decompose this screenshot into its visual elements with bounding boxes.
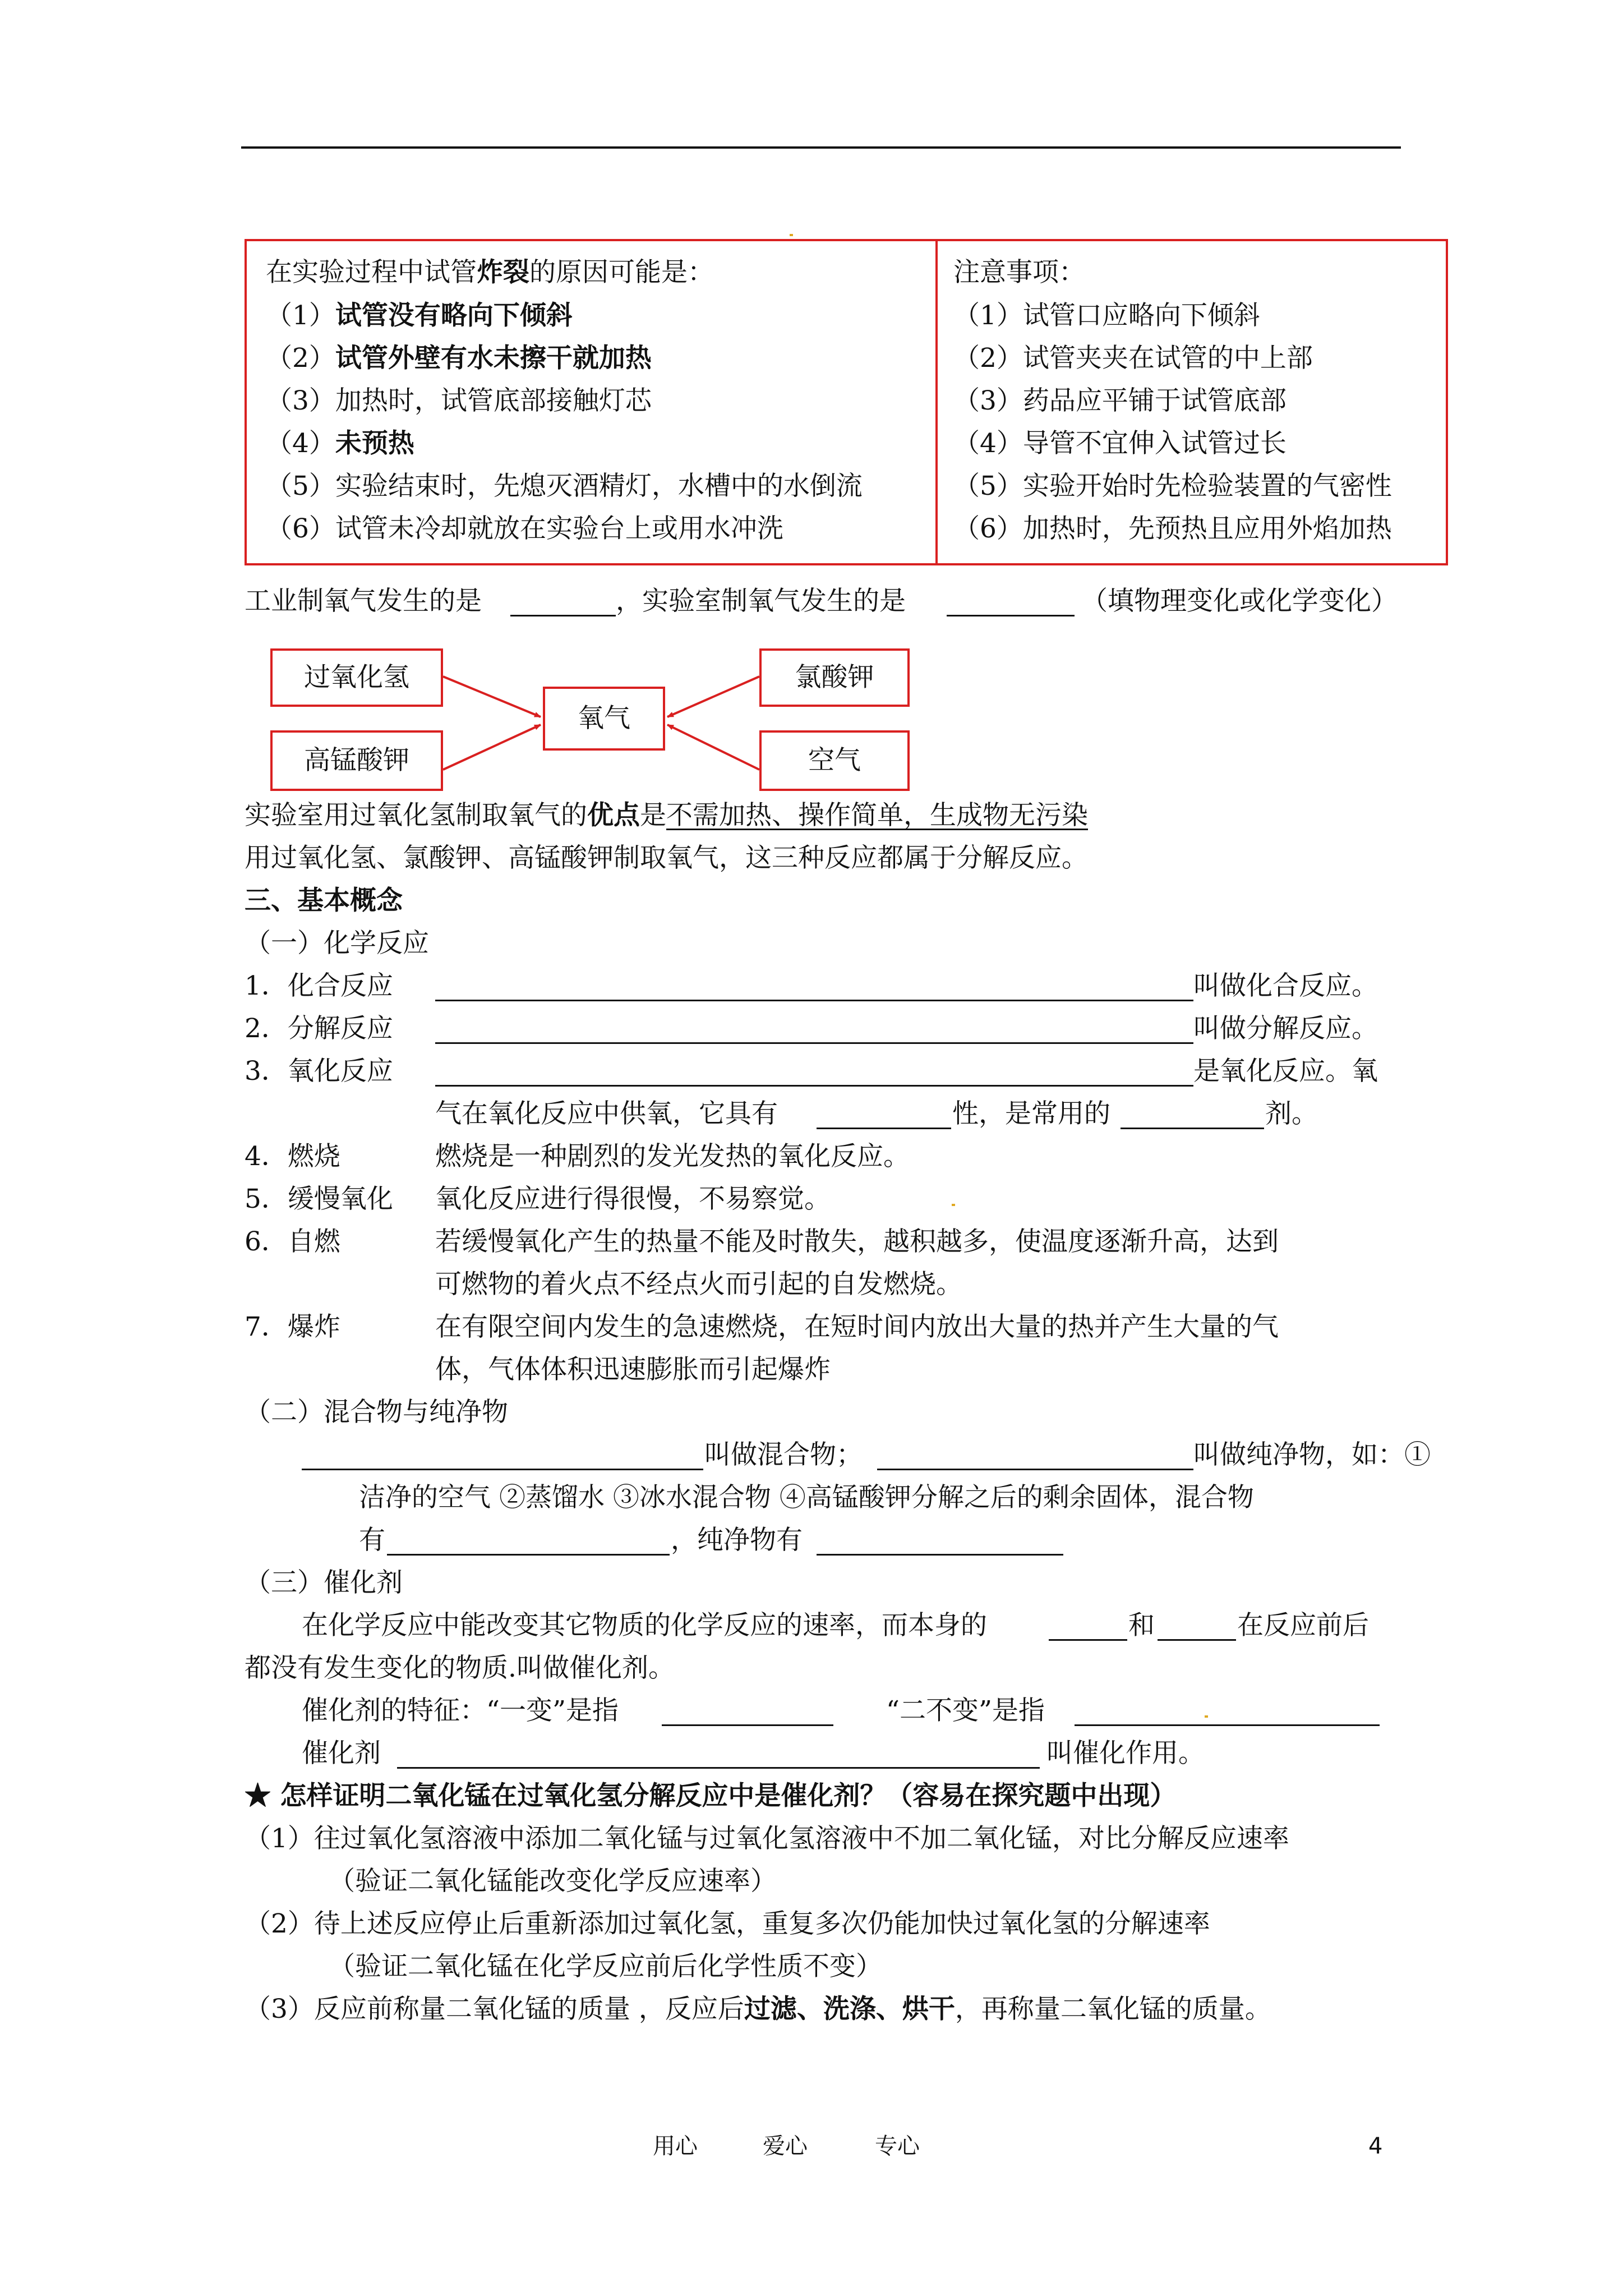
catalyst-def-line2: 都没有发生变化的物质.叫做催化剂。 bbox=[245, 1653, 675, 1683]
proof-step-2: （2）待上述反应停止后重新添加过氧化氢，重复多次仍能加快过氧化氢的分解速率 bbox=[245, 1908, 1210, 1939]
industry-text-2: ，实验室制氧气发生的是 bbox=[616, 586, 906, 616]
pure-text: 叫做纯净物，如：① bbox=[1193, 1439, 1431, 1470]
combustion-label: 4．燃烧 bbox=[245, 1141, 340, 1172]
node-air-label: 空气 bbox=[808, 745, 861, 776]
sub1-title: （一）化学反应 bbox=[245, 928, 429, 959]
oxidation-line2-a: 气在氧化反应中供氧，它具有 bbox=[435, 1098, 778, 1129]
arrow-kclo3 bbox=[667, 677, 759, 717]
stray-mark bbox=[1205, 1715, 1208, 1718]
box2-item-1: （1）试管口应略向下倾斜 bbox=[953, 300, 1260, 331]
sub3-title: （三）催化剂 bbox=[245, 1567, 403, 1598]
box1-title: 在实验过程中试管炸裂的原因可能是： bbox=[266, 257, 714, 288]
arrow-kmno4 bbox=[443, 725, 541, 770]
arrow-air bbox=[667, 725, 759, 770]
box1-item-3: （3）加热时，试管底部接触灯芯 bbox=[266, 385, 652, 416]
box1-item-2: （2）试管外壁有水未擦干就加热 bbox=[266, 343, 652, 374]
mixture-answer-blank[interactable] bbox=[387, 1554, 670, 1556]
oxidation-line2-c: 剂。 bbox=[1265, 1098, 1318, 1129]
catalysis-blank[interactable] bbox=[397, 1767, 1040, 1769]
catalyst-feature-a: 催化剂的特征：“一变”是指 bbox=[302, 1695, 619, 1726]
spontaneous-line1: 若缓慢氧化产生的热量不能及时散失，越积越多，使温度逐渐升高，达到 bbox=[435, 1226, 1279, 1257]
page-number: 4 bbox=[1368, 2133, 1383, 2159]
catalyst-def-b: 和 bbox=[1128, 1610, 1155, 1641]
combination-label: 1．化合反应 bbox=[245, 970, 393, 1001]
catalyst-blank-1[interactable] bbox=[1049, 1639, 1127, 1641]
box1-item-1: （1）试管没有略向下倾斜 bbox=[266, 300, 573, 331]
node-potassium-chlorate-label: 氯酸钾 bbox=[795, 662, 874, 693]
proof-step-2-note: （验证二氧化锰在化学反应前后化学性质不变） bbox=[329, 1951, 882, 1982]
oxidation-line2-b: 性，是常用的 bbox=[952, 1098, 1110, 1129]
combination-tail: 叫做化合反应。 bbox=[1193, 970, 1378, 1001]
mixture-text: 叫做混合物； bbox=[704, 1439, 863, 1470]
box2-item-6: （6）加热时，先预热且应用外焰加热 bbox=[953, 513, 1392, 544]
oxidation-agent-blank[interactable] bbox=[1121, 1128, 1264, 1129]
decomposition-blank[interactable] bbox=[435, 1042, 1193, 1044]
box1-item-4: （4）未预热 bbox=[266, 428, 414, 459]
industry-text-1: 工业制氧气发生的是 bbox=[245, 586, 482, 616]
combination-blank[interactable] bbox=[435, 1000, 1193, 1001]
two-unchanged-blank[interactable] bbox=[1075, 1724, 1380, 1726]
footer-word-3: 专心 bbox=[875, 2133, 920, 2159]
box2-item-5: （5）实验开始时先检验装置的气密性 bbox=[953, 471, 1392, 501]
node-hydrogen-peroxide-label: 过氧化氢 bbox=[304, 662, 409, 693]
node-oxygen-label: 氧气 bbox=[578, 703, 630, 734]
explosion-line2: 体，气体体积迅速膨胀而引起爆炸 bbox=[435, 1354, 831, 1385]
catalyst-def-c: 在反应前后 bbox=[1237, 1610, 1369, 1641]
node-potassium-permanganate-label: 高锰酸钾 bbox=[304, 745, 409, 776]
decomposition-tail: 叫做分解反应。 bbox=[1193, 1013, 1378, 1044]
combustion-text: 燃烧是一种剧烈的发光发热的氧化反应。 bbox=[435, 1141, 910, 1172]
mixture-has: 有 bbox=[359, 1525, 385, 1556]
box2-item-3: （3）药品应平铺于试管底部 bbox=[953, 385, 1287, 416]
spontaneous-line2: 可燃物的着火点不经点火而引起的自发燃烧。 bbox=[435, 1269, 962, 1300]
slow-oxidation-text: 氧化反应进行得很慢，不易察觉。 bbox=[435, 1184, 831, 1214]
one-change-blank[interactable] bbox=[662, 1724, 833, 1726]
catalyst-blank-2[interactable] bbox=[1158, 1639, 1236, 1641]
spontaneous-label: 6．自燃 bbox=[245, 1226, 340, 1257]
star-question: ★ 怎样证明二氧化锰在过氧化氢分解反应中是催化剂？（容易在探究题中出现） bbox=[245, 1780, 1177, 1811]
pure-def-blank[interactable] bbox=[877, 1469, 1193, 1470]
explosion-label: 7．爆炸 bbox=[245, 1312, 340, 1342]
advantage-line: 实验室用过氧化氢制取氧气的优点是不需加热、操作简单，生成物无污染 bbox=[245, 800, 1088, 831]
pure-has: ，纯净物有 bbox=[671, 1525, 803, 1556]
proof-step-1-note: （验证二氧化锰能改变化学反应速率） bbox=[329, 1866, 777, 1897]
oxidation-property-blank[interactable] bbox=[817, 1128, 951, 1129]
footer-word-1: 用心 bbox=[653, 2133, 698, 2159]
stray-mark bbox=[952, 1204, 955, 1206]
sub2-title: （二）混合物与纯净物 bbox=[245, 1397, 508, 1428]
box2-item-4: （4）导管不宜伸入试管过长 bbox=[953, 428, 1287, 459]
footer-word-2: 爱心 bbox=[763, 2133, 808, 2159]
box2-title: 注意事项： bbox=[953, 257, 1085, 288]
decomposition-line: 用过氧化氢、氯酸钾、高锰酸钾制取氧气，这三种反应都属于分解反应。 bbox=[245, 843, 1088, 873]
oxidation-blank[interactable] bbox=[435, 1085, 1193, 1087]
explosion-line1: 在有限空间内发生的急速燃烧，在短时间内放出大量的热并产生大量的气 bbox=[435, 1312, 1279, 1342]
pure-answer-blank[interactable] bbox=[817, 1554, 1063, 1556]
catalysis-a: 催化剂 bbox=[302, 1738, 381, 1769]
proof-step-3: （3）反应前称量二氧化锰的质量 ，反应后过滤、洗涤、烘干，再称量二氧化锰的质量。 bbox=[245, 1994, 1271, 2024]
industry-text-3: （填物理变化或化学变化） bbox=[1081, 586, 1398, 616]
oxidation-tail: 是氧化反应。氧 bbox=[1193, 1056, 1378, 1087]
box1-item-6: （6）试管未冷却就放在实验台上或用水冲洗 bbox=[266, 513, 783, 544]
catalyst-feature-b: “二不变”是指 bbox=[886, 1695, 1045, 1726]
examples-line: 洁净的空气 ②蒸馏水 ③冰水混合物 ④高锰酸钾分解之后的剩余固体，混合物 bbox=[359, 1482, 1254, 1513]
slow-oxidation-label: 5．缓慢氧化 bbox=[245, 1184, 393, 1214]
section3-title: 三、基本概念 bbox=[245, 885, 403, 916]
decomposition-label: 2．分解反应 bbox=[245, 1013, 393, 1044]
mixture-def-blank[interactable] bbox=[302, 1469, 703, 1470]
box2-item-2: （2）试管夹夹在试管的中上部 bbox=[953, 343, 1313, 374]
catalysis-b: 叫催化作用。 bbox=[1046, 1738, 1205, 1769]
oxidation-label: 3．氧化反应 bbox=[245, 1056, 393, 1087]
proof-step-1: （1）往过氧化氢溶液中添加二氧化锰与过氧化氢溶液中不加二氧化锰，对比分解反应速率 bbox=[245, 1823, 1289, 1854]
box1-item-5: （5）实验结束时，先熄灭酒精灯，水槽中的水倒流 bbox=[266, 471, 863, 501]
arrow-h2o2 bbox=[443, 677, 541, 717]
catalyst-def-a: 在化学反应中能改变其它物质的化学反应的速率，而本身的 bbox=[302, 1610, 987, 1641]
